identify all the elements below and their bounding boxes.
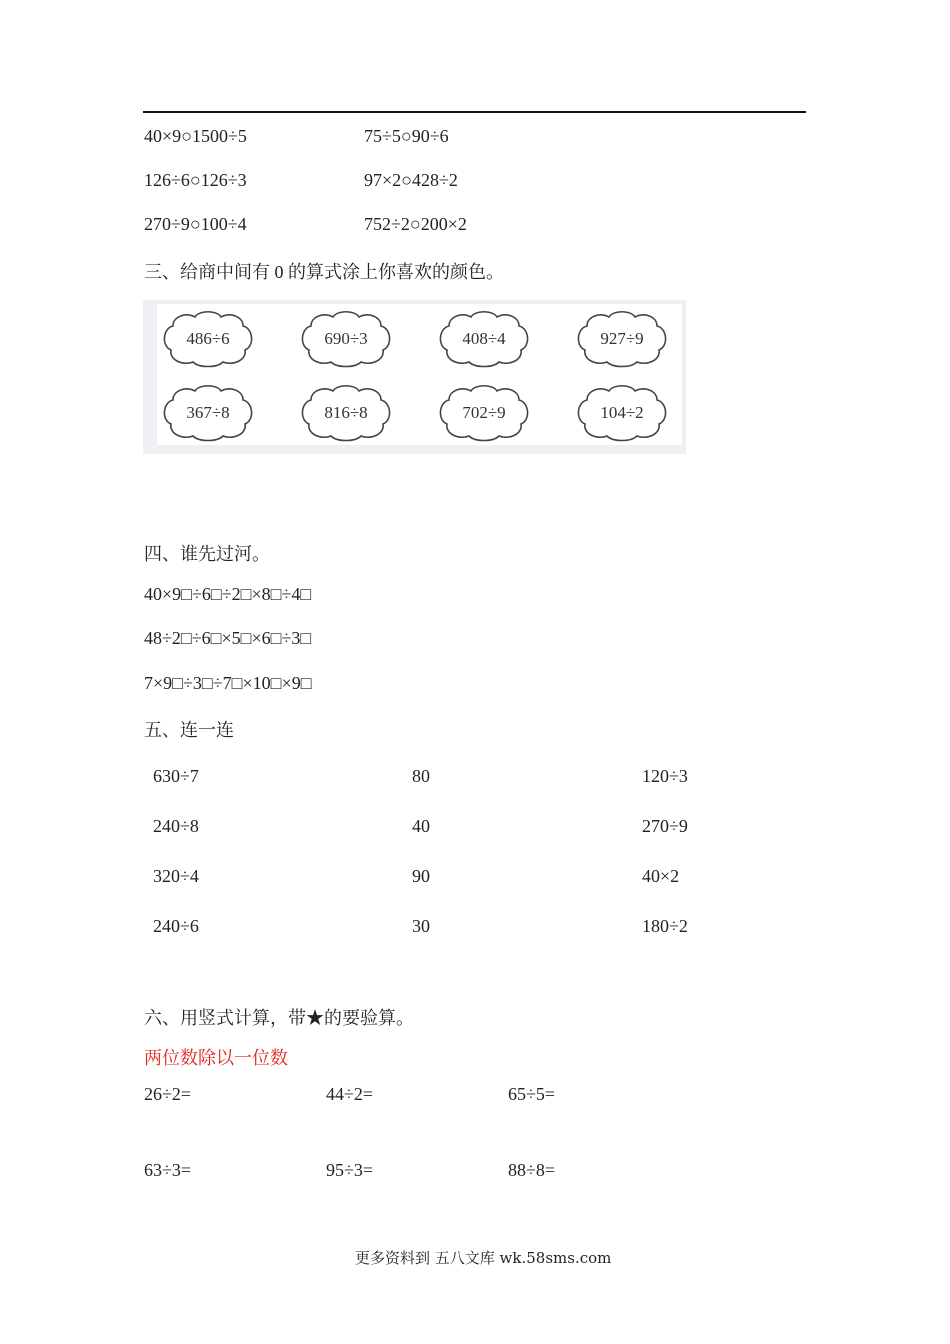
compare-item: 97×2○428÷2 [364, 170, 458, 190]
cloud-expression[interactable] [435, 382, 533, 444]
compare-item: 126÷6○126÷3 [144, 170, 247, 190]
cloud-expression[interactable] [297, 382, 395, 444]
division-problem: 65÷5= [508, 1084, 556, 1104]
cloud-expression[interactable] [573, 308, 671, 370]
section6-title: 六、用竖式计算，带★的要验算。 [144, 1008, 414, 1028]
match-middle-item[interactable]: 30 [412, 916, 430, 936]
match-left-item[interactable]: 240÷6 [153, 916, 199, 936]
cloud-panel [143, 300, 686, 454]
match-right-item[interactable]: 40×2 [642, 866, 680, 886]
footer-text: 更多资料到 五八文库 wk.58sms.com [355, 1249, 612, 1267]
cloud-label: 367÷8 [186, 403, 230, 422]
division-problem: 95÷3= [326, 1160, 374, 1180]
compare-item: 752÷2○200×2 [364, 214, 467, 234]
chain-expression: 40×9□÷6□÷2□×8□÷4□ [144, 584, 312, 604]
match-left-item[interactable]: 320÷4 [153, 866, 199, 886]
cloud-label: 702÷9 [462, 403, 506, 422]
cloud-expression[interactable] [573, 382, 671, 444]
cloud-panel-inner [157, 304, 682, 445]
match-middle-item[interactable]: 40 [412, 816, 430, 836]
section3-title: 三、给商中间有 0 的算式涂上你喜欢的颜色。 [144, 262, 504, 282]
cloud-label: 408÷4 [462, 329, 506, 348]
chain-expression: 7×9□÷3□÷7□×10□×9□ [144, 673, 312, 693]
match-right-item[interactable]: 120÷3 [642, 766, 688, 786]
cloud-label: 927÷9 [600, 329, 644, 348]
match-left-item[interactable]: 630÷7 [153, 766, 199, 786]
cloud-expression[interactable] [159, 382, 257, 444]
cloud-label: 486÷6 [186, 329, 230, 348]
cloud-expression[interactable] [297, 308, 395, 370]
section4-title: 四、谁先过河。 [144, 544, 270, 564]
division-problem: 26÷2= [144, 1084, 192, 1104]
division-problem: 88÷8= [508, 1160, 556, 1180]
section6-subtitle: 两位数除以一位数 [144, 1048, 288, 1068]
match-middle-item[interactable]: 80 [412, 766, 430, 786]
cloud-label: 816÷8 [324, 403, 368, 422]
match-middle-item[interactable]: 90 [412, 866, 430, 886]
top-rule [143, 111, 806, 113]
match-right-item[interactable]: 180÷2 [642, 916, 688, 936]
match-left-item[interactable]: 240÷8 [153, 816, 199, 836]
compare-item: 75÷5○90÷6 [364, 126, 449, 146]
chain-expression: 48÷2□÷6□×5□×6□÷3□ [144, 628, 312, 648]
division-problem: 44÷2= [326, 1084, 374, 1104]
compare-item: 40×9○1500÷5 [144, 126, 247, 146]
cloud-expression[interactable] [159, 308, 257, 370]
match-right-item[interactable]: 270÷9 [642, 816, 688, 836]
section5-title: 五、连一连 [144, 720, 234, 740]
cloud-label: 690÷3 [324, 329, 368, 348]
compare-item: 270÷9○100÷4 [144, 214, 247, 234]
division-problem: 63÷3= [144, 1160, 192, 1180]
cloud-label: 104÷2 [600, 403, 644, 422]
cloud-expression[interactable] [435, 308, 533, 370]
